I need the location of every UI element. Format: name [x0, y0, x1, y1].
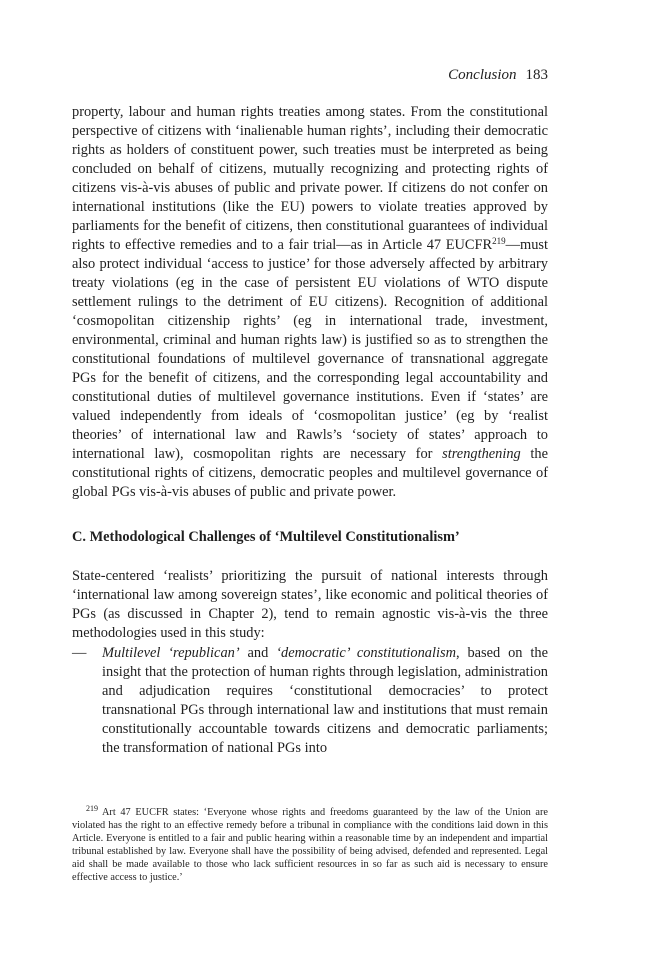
page-number: 183 — [525, 67, 548, 83]
running-head-title: Conclusion — [448, 67, 517, 83]
list-item-emphasis-2: ‘democratic’ constitutionalism — [276, 645, 456, 661]
list-item-emphasis-1: Multilevel ‘republican’ — [102, 645, 240, 661]
paragraph-1-text-c: the constitutional rights of citizens, democratic peoples and multilevel governance of global PGs vis-à-vis abuses of public and private power. — [72, 446, 548, 500]
footnote-number: 219 — [86, 804, 98, 813]
paragraph-1-emphasis: strengthening — [442, 446, 521, 462]
list-item-rest: , based on the insight that the protection of human rights through legislation, administration and adjudication requires ‘constitutional democracies’ to protect transnational PGs through international law and institutions that must remain constitutionally accountable towards citizens and democratic parliaments; the transformation of national PGs into — [102, 645, 548, 756]
paragraph-1-text-b: —must also protect individual ‘access to justice’ for those adversely affected by arbitrary treaty violations (eg in the case of persistent EU violations of WTO dispute settlement rulings to the detriment of EU citizens). Recognition of additional ‘cosmopolitan citizenship rights’ (eg in international trade, investment, environmental, criminal and human rights law) is justified so as to strengthen the constitutional foundations of multilevel governance of transnational aggregate PGs for the benefit of citizens, and the corresponding legal accountability and constitutional duties of multilevel governance institutions. Even if ‘states’ are valued independently from ideals of ‘cosmopolitan justice’ (eg by ‘realist theories’ of international law and Rawls’s ‘society of states’ approach to international law), cosmopolitan rights are necessary for — [72, 237, 548, 462]
list-item — [72, 644, 548, 758]
footnote-text: Art 47 EUCFR states: ‘Everyone whose rights and freedoms guaranteed by the law of the Union are violated has the right to an effective remedy before a tribunal in compliance with the conditions laid down in this Article. Everyone is entitled to a fair and public hearing within a reasonable time by an independent and impartial tribunal established by law. Everyone shall have the possibility of being advised, defended and represented. Legal aid shall be made available to those who lack sufficient resources in so far as such aid is necessary to ensure effective access to justice.’ — [72, 807, 548, 884]
list-item-conjunction: and — [239, 645, 277, 661]
body-paragraph-2: State-centered ‘realists’ prioritizing the pursuit of national interests through ‘international law among sovereign states’, like economic and political theories of PGs (as discussed in Chapter 2), tend to remain agnostic vis-à-vis the three methodologies used in this study: — [72, 568, 548, 641]
body-paragraph-1 — [72, 103, 548, 502]
list-item-text — [102, 644, 548, 758]
paragraph-1-text-a: property, labour and human rights treaties among states. From the constitutional perspective of citizens with ‘inalienable human rights’, including their democratic rights as holders of constituent power, such treaties must be interpreted as being concluded on behalf of citizens, mutually recognizing and protecting rights of citizens vis-à-vis abuses of public and private power. If citizens do not confer on international institutions (like the EU) powers to violate treaties approved by parliaments for the benefit of citizens, then constitutional guarantees of individual rights to effective remedies and to a fair trial—as in Article 47 EUCFR — [72, 104, 548, 253]
running-head — [448, 66, 548, 84]
list-dash: — — [72, 645, 87, 661]
footnote — [72, 806, 548, 885]
section-heading: C. Methodological Challenges of ‘Multilevel Constitutionalism’ — [72, 529, 460, 545]
footnote-reference[interactable]: 219 — [492, 236, 506, 246]
